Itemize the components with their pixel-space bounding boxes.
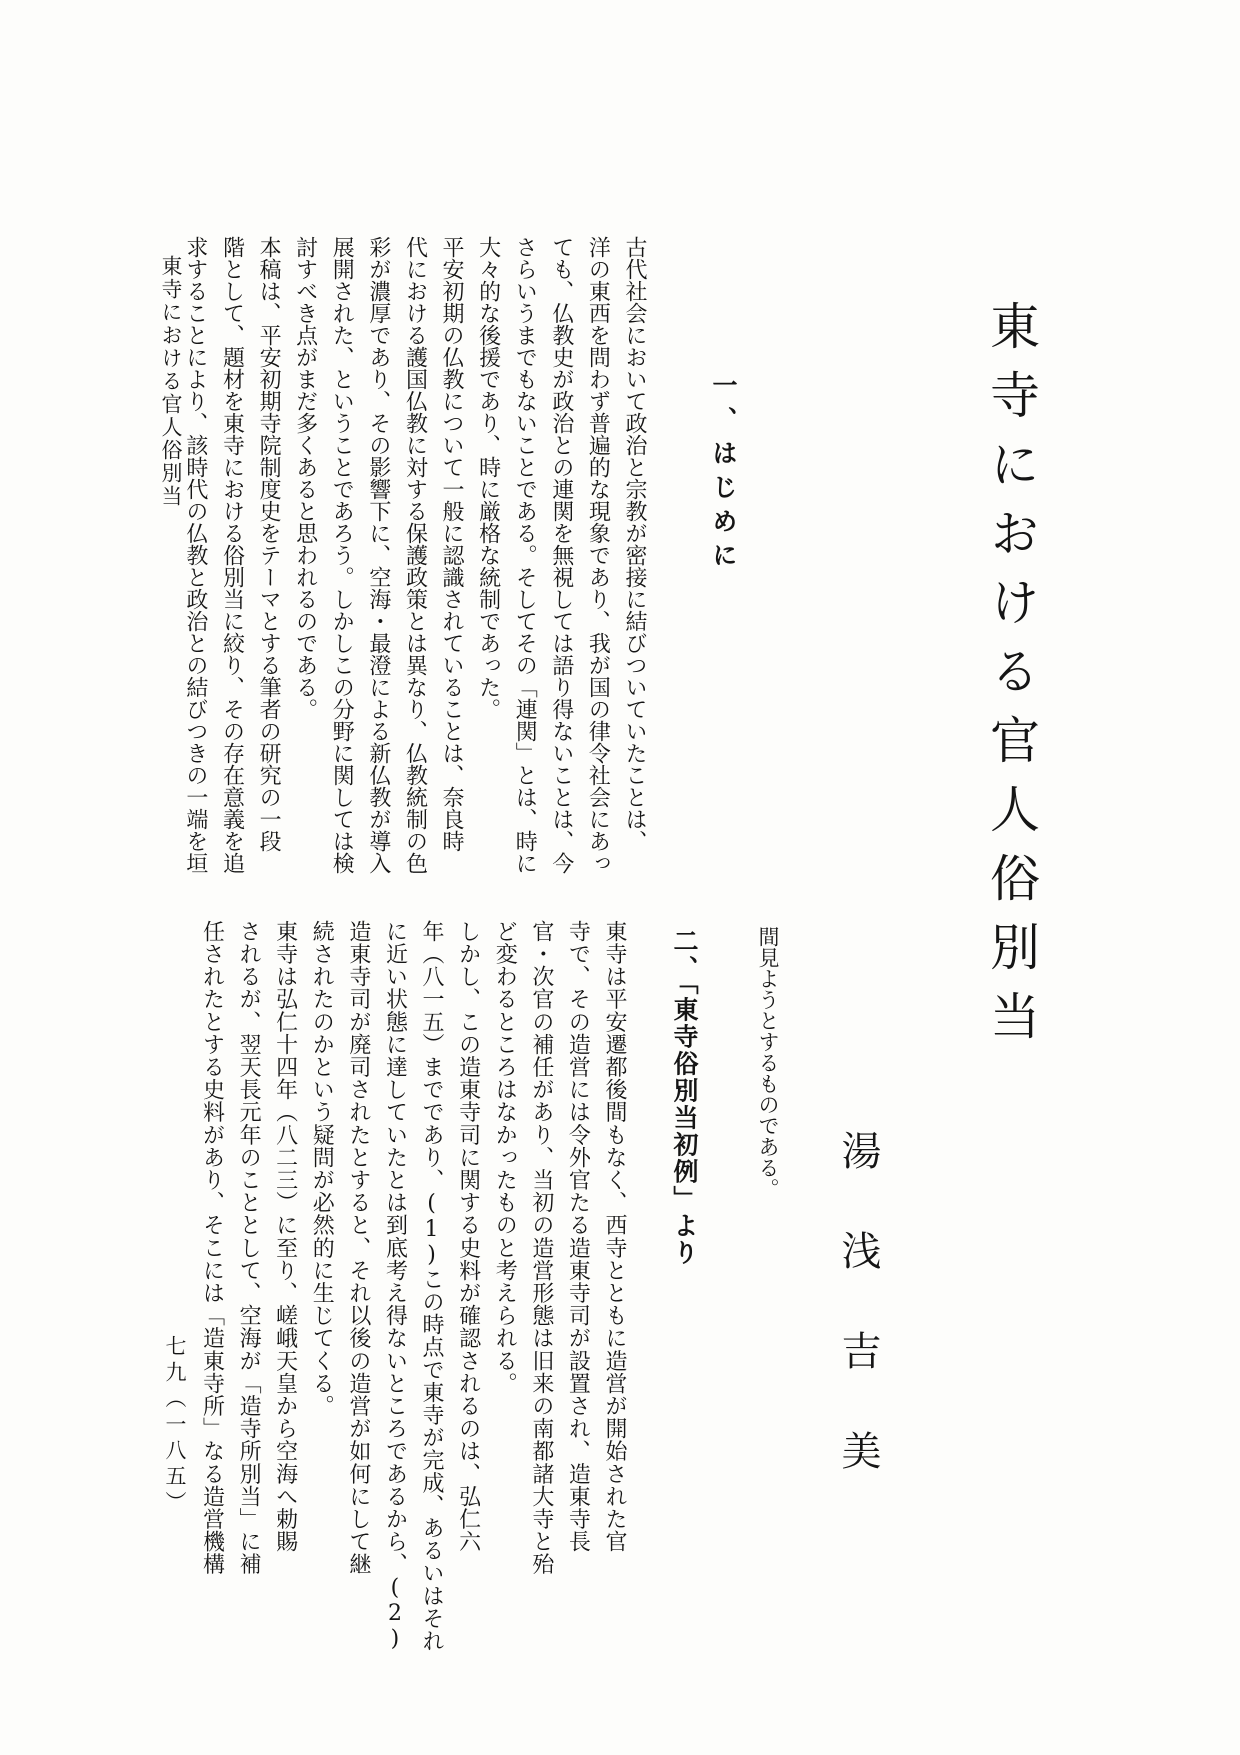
text-line: 大々的な後援であり、時に厳格な統制であった。 — [475, 236, 501, 720]
author-name: 湯浅吉美 — [835, 1130, 881, 1530]
text-line: 寺で、その造営には令外官たる造東寺司が設置され、造東寺長 — [565, 920, 591, 1553]
text-line: 年（八一五）までであり、(1)この時点で東寺が完成、あるいはそれ — [419, 920, 445, 1653]
text-line: 古代社会において政治と宗教が密接に結びついていたことは、 — [622, 236, 647, 852]
text-line: 官・次官の補任があり、当初の造営形態は旧来の南都諸大寺と殆 — [528, 920, 554, 1576]
section-body-toji-zokubetto — [193, 920, 632, 1652]
text-line: 造東寺司が廃司されたとすると、それ以後の造営が如何にして継 — [345, 920, 371, 1576]
text-line: 東寺は平安遷都後間もなく、西寺とともに造営が開始された官 — [602, 920, 627, 1553]
text-line: されるが、翌天長元年のこととして、空海が「造寺所別当」に補 — [236, 920, 262, 1576]
text-line: 東寺は弘仁十四年（八二三）に至り、嵯峨天皇から空海へ勅賜 — [272, 920, 298, 1553]
section-heading-introduction: 一、はじめに — [709, 372, 738, 576]
section-body-continuation: 間見ようとするものである。 — [756, 926, 780, 1199]
text-line: 続されたのかという疑問が必然的に生じてくる。 — [309, 920, 335, 1418]
text-line: 討すべき点がまだ多くあると思われるのである。 — [292, 236, 318, 720]
text-line: ど変わるところはなかったものと考えられる。 — [492, 920, 518, 1395]
text-line: 展開された、ということであろう。しかしこの分野に関しては検 — [329, 236, 355, 874]
text-line: 代における護国仏教に対する保護政策とは異なり、仏教統制の色 — [402, 236, 428, 874]
article-title: 東寺における官人俗別当 — [982, 300, 1040, 1059]
text-line: 洋の東西を問わず普遍的な現象であり、我が国の律令社会にあっ — [585, 236, 611, 874]
text-line: 任されたとする史料があり、そこには「造東寺所」なる造営機構 — [199, 920, 225, 1576]
page-number: 七九（一八五） — [163, 1335, 187, 1517]
text-line: に近い状態に達していたとは到底考え得ないところであるから、(2) — [382, 920, 408, 1653]
text-line: 本稿は、平安初期寺院制度史をテーマとする筆者の研究の一段 — [256, 236, 282, 852]
text-line: しかし、この造東寺司に関する史料が確認されるのは、弘仁六 — [455, 920, 481, 1553]
text-line: 求することにより、該時代の仏教と政治との結びつきの一端を垣 — [182, 236, 208, 874]
running-title: 東寺における官人俗別当 — [159, 255, 183, 508]
section-heading-toji-zokubetto: 二、「東寺俗別当初例」より — [670, 928, 699, 1267]
text-line: 階として、題材を東寺における俗別当に絞り、その存在意義を追 — [219, 236, 245, 874]
text-line: 平安初期の仏教について一般に認識されていることは、奈良時 — [439, 236, 465, 852]
section-body-introduction — [176, 236, 652, 874]
text-line: さらいうまでもないことである。そしてその「連関」とは、時に — [512, 236, 538, 874]
text-line: 彩が濃厚であり、その影響下に、空海・最澄による新仏教が導入 — [365, 236, 391, 874]
text-line: ても、仏教史が政治との連関を無視しては語り得ないことは、今 — [548, 236, 574, 874]
